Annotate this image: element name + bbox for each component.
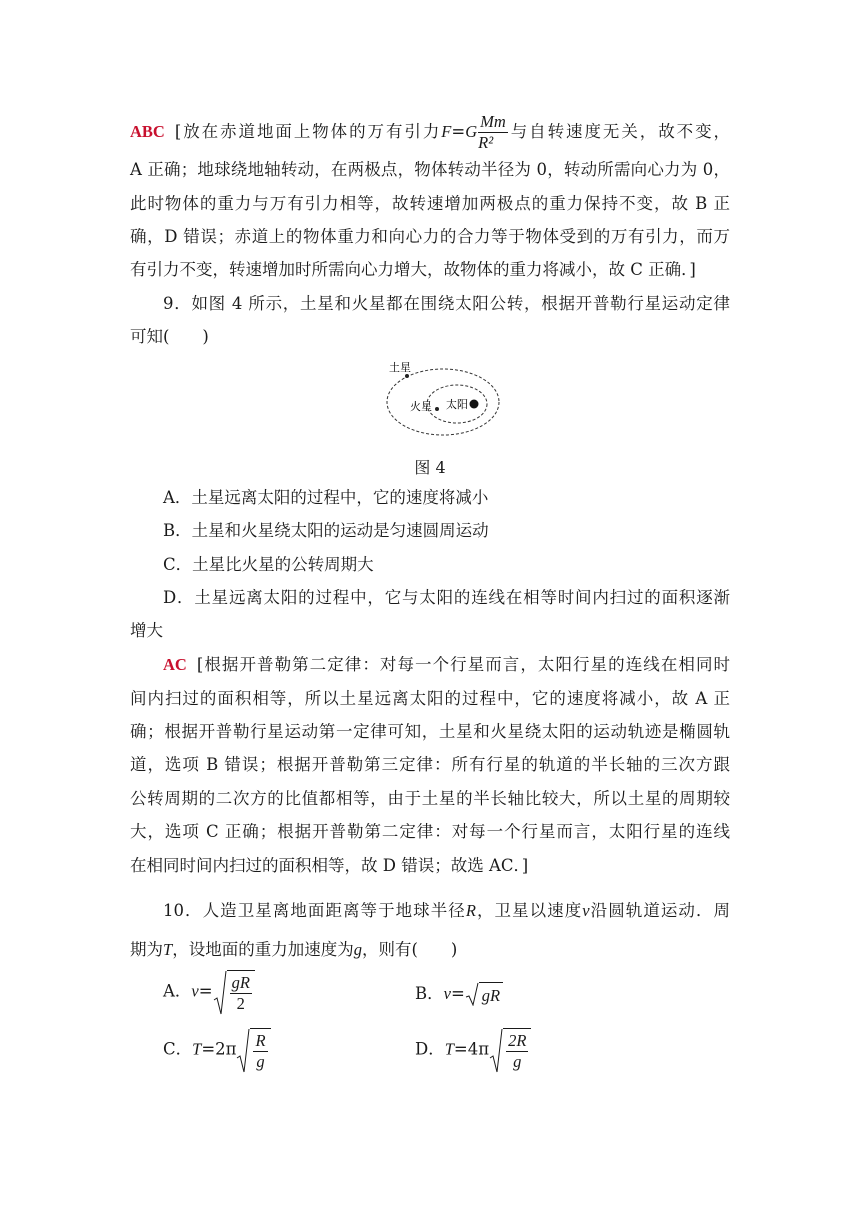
q9-option-c: C．土星比火星的公转周期大 (163, 555, 374, 574)
answer8-line2: A 正确；地球绕地轴转动，在两极点，物体转动半径为 0，转动所需向心力为 0， (130, 160, 730, 179)
symbol-G: G (465, 122, 478, 141)
answer9-line1 (163, 654, 730, 676)
q9-line1: 9．如图 4 所示，土星和火星都在围绕太阳公转，根据开普勒行星运动定律 (163, 294, 730, 313)
saturn-dot (405, 374, 409, 378)
answer8-text: [放在赤道地面上物体的万有引力 (174, 122, 442, 141)
fraction-denominator: g (256, 1052, 265, 1071)
orbit-figure (385, 358, 505, 442)
option-lhs: T (444, 1039, 454, 1059)
equals-sign: = (451, 122, 466, 141)
q9-option-a: A．土星远离太阳的过程中，它的速度将减小 (163, 488, 489, 507)
answer8-line5: 有引力不变，转速增加时所需向心力增大，故物体的重力将减小，故 C 正确．] (130, 260, 696, 279)
q10-text: ，设地面的重力加速度为 (172, 940, 354, 959)
mars-dot (435, 407, 439, 411)
answer9-line7: 在相同时间内扫过的面积相等，故 D 错误；故选 AC．] (130, 856, 529, 875)
answer9-line5: 公转周期的二次方的比值都相等，由于土星的半长轴比较大，所以土星的周期较 (130, 789, 730, 808)
q10-text: ，卫星以速度 (475, 901, 583, 920)
saturn-label: 土星 (389, 361, 411, 374)
fraction-denominator: g (513, 1052, 522, 1071)
option-label: C． (163, 1039, 193, 1059)
q10-text: 10．人造卫星离地面距离等于地球半径 (163, 901, 466, 920)
q10-text: ，则有( ) (361, 940, 458, 959)
q9-option-d-line1: D．土星远离太阳的过程中，它与太阳的连线在相等时间内扫过的面积逐渐 (163, 588, 730, 607)
sqrt-expression (236, 1028, 270, 1072)
option-lhs: v (191, 981, 199, 1001)
fraction-denominator: R² (478, 133, 494, 152)
answer9-line3: 确；根据开普勒行星运动第一定律可知，土星和火星绕太阳的运动轨迹是椭圆轨 (130, 722, 730, 741)
q10-line2 (130, 939, 730, 961)
sqrt-expression (489, 1028, 531, 1072)
symbol-T: T (163, 940, 173, 959)
q9-option-b: B．土星和火星绕太阳的运动是匀速圆周运动 (163, 521, 489, 540)
gravity-fraction (478, 112, 508, 153)
q10-option-d (415, 1028, 531, 1072)
sqrt-expression (465, 982, 503, 1007)
option-lhs: v (443, 984, 451, 1003)
sqrt-expression (213, 970, 255, 1014)
q9-option-d-line2: 增大 (130, 621, 163, 640)
q10-option-a (163, 970, 255, 1014)
answer8-line1 (130, 112, 730, 153)
sun-label: 太阳 (446, 398, 468, 411)
answer9-key: AC (163, 655, 187, 674)
fraction-denominator: 2 (236, 994, 245, 1013)
q10-option-b (415, 982, 503, 1007)
answer9-line2: 间内扫过的面积相等，所以土星远离太阳的过程中，它的速度将减小，故 A 正 (130, 689, 730, 708)
answer9-line4: 道，选项 B 错误；根据开普勒第三定律：所有行星的轨道的半长轴的三次方跟 (130, 755, 730, 774)
option-eq: = (450, 984, 465, 1003)
q10-option-c (163, 1028, 271, 1072)
mars-label: 火星 (410, 400, 432, 413)
fraction-numerator: Mm (480, 112, 506, 131)
answer8-key: ABC (130, 122, 165, 141)
answer8-line4: 确，D 错误；赤道上的物体重力和向心力的合力等于物体受到的万有引力，而万 (130, 227, 730, 246)
saturn-orbit (387, 369, 499, 435)
symbol-R: R (465, 901, 476, 920)
answer8-text-post: 与自转速度无关，故不变， (508, 122, 731, 141)
radicand: gR (479, 982, 503, 1007)
option-label: B． (415, 984, 444, 1003)
fraction-numerator: 2R (508, 1031, 527, 1050)
option-eq: =2π (201, 1039, 237, 1059)
option-eq: =4π (453, 1039, 490, 1059)
answer8-line3: 此时物体的重力与万有引力相等，故转速增加两极点的重力保持不变，故 B 正 (130, 194, 730, 213)
q10-text: 沿圆轨道运动．周 (589, 901, 731, 920)
option-lhs: T (192, 1039, 202, 1059)
fraction-numerator: R (255, 1031, 266, 1050)
fraction-numerator: gR (231, 973, 250, 992)
sun-dot (470, 400, 479, 409)
symbol-g: g (353, 940, 362, 959)
symbol-F: F (441, 122, 452, 141)
answer9-text: [根据开普勒第二定律：对每一个行星而言，太阳行星的连线在相同时 (196, 655, 730, 674)
figure-caption: 图 4 (414, 458, 446, 477)
symbol-v: v (582, 901, 590, 920)
option-label: D． (415, 1039, 445, 1059)
q10-line1 (163, 900, 730, 922)
option-label: A． (163, 981, 192, 1001)
q9-line2: 可知( ) (130, 327, 209, 346)
answer9-line6: 大，选项 C 正确；根据开普勒第二定律：对每一个行星而言，太阳行星的连线 (130, 822, 730, 841)
q10-text: 期为 (130, 940, 163, 959)
option-eq: = (198, 981, 213, 1001)
